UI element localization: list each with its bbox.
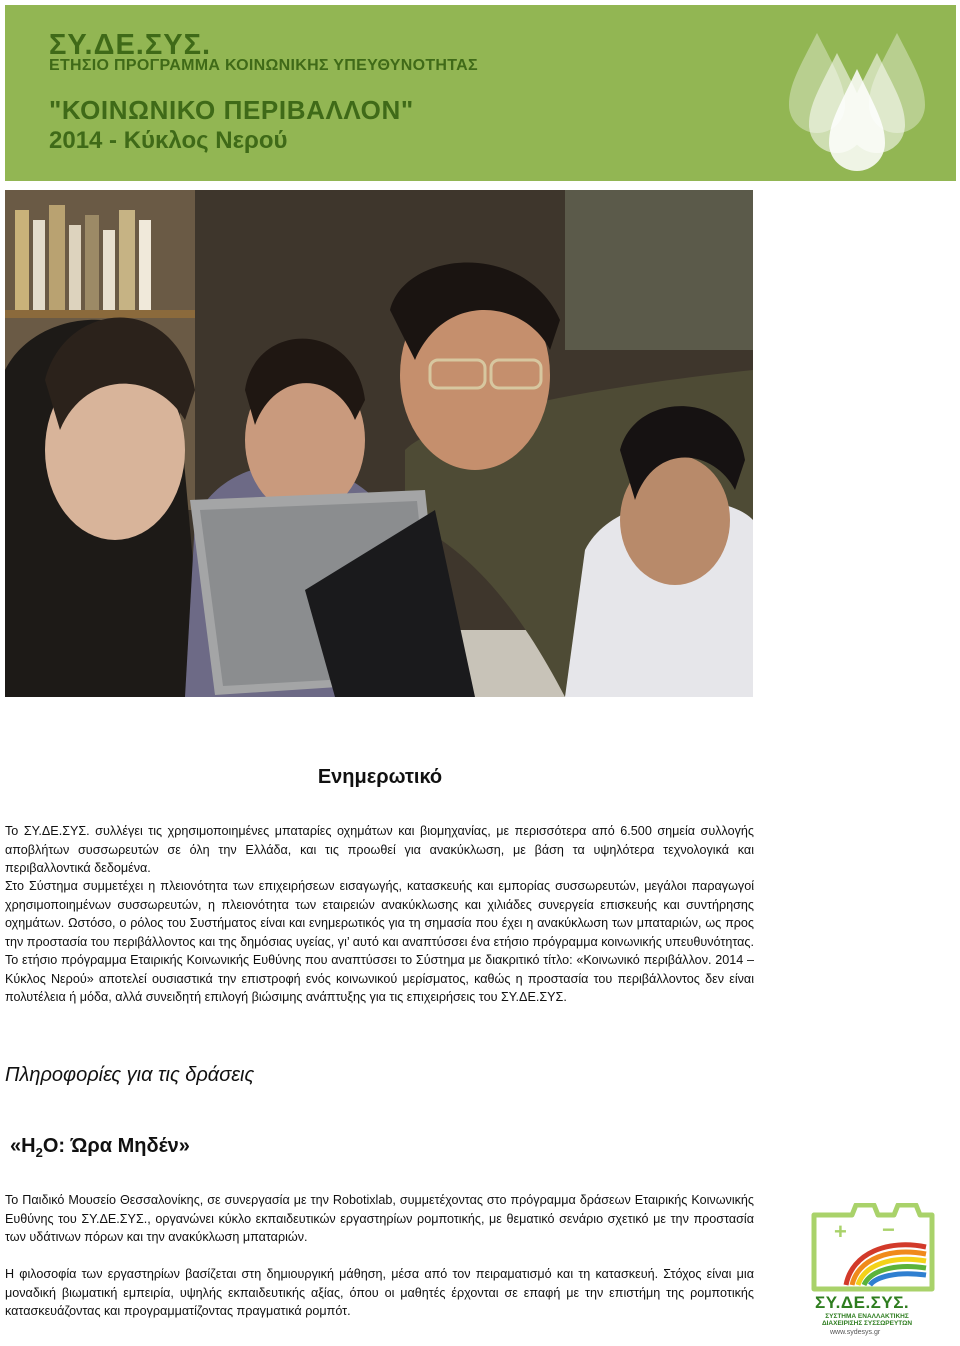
activity-title-open: «Η — [10, 1135, 36, 1157]
photo-illustration — [5, 190, 753, 697]
banner-title: "ΚΟΙΝΩΝΙΚΟ ΠΕΡΙΒΑΛΛΟΝ" — [49, 95, 414, 125]
water-drops-icon — [777, 23, 937, 183]
banner-program: ΕΤΗΣΙΟ ΠΡΟΓΡΑΜΜΑ ΚΟΙΝΩΝΙΚΗΣ ΥΠΕΥΘΥΝΟΤΗΤΑΣ — [49, 57, 478, 74]
section-heading: Πληροφορίες για τις δράσεις — [5, 1064, 255, 1086]
header-banner — [5, 5, 956, 181]
philosophy-paragraph: Η φιλοσοφία των εργαστηρίων βασίζεται στη δημιουργική μάθηση, μέσα από τον πειραματισμό και τη κατασκευή. Στόχος είναι μια μοναδική βιωματική εμπειρία, υψηλής εκπαιδευτικής αξίας, όπου οι μαθητές έρχονται σε επαφή με την επιστήμη της ρομποτικής κατασκευάζοντας και προγραμματίζοντας πραγματικά ρομπότ. — [5, 1267, 754, 1318]
logo-minus: − — [882, 1217, 895, 1242]
banner-brand: ΣΥ.ΔΕ.ΣΥΣ. — [49, 29, 212, 61]
children-laptop-photo — [5, 190, 753, 697]
system-paragraph: Στο Σύστημα συμμετέχει η πλειονότητα των επιχειρήσεων εισαγωγής, κατασκευής και εμπορίας συσσωρευτών, μεγάλοι παραγωγοί χρησιμοποιημένων συσσωρευτών, η πλειονότητα των εταιρειών ανακύκλωσης και χιλιάδες συνεργεία επισκευής και συντήρησης οχημάτων. Ωστόσο, ο ρόλος του Συστήματος είναι και ενημερωτικός για τη σημασία που έχει η ανακύκλωση των μπαταριών, ως προς την προστασία του περιβάλλοντος και της δημόσιας υγείας, γι’ αυτό και αναπτύσσει ένα ετήσιο πρόγραμμα κοινωνικής υπευθυνότητας. Το ετήσιο πρόγραμμα Εταιρικής Κοινωνικής Ευθύνης που αναπτύσσει το Σύστημα με διακριτικό τίτλο: «Κοινωνικό περιβάλλον. 2014 – Κύκλος Νερού» αποτελεί ουσιαστικά την επιστροφή ενός κοινωνικού μερίσματος, καθώς η προστασία του περιβάλλοντος δεν είναι πολυτέλεια ή μόδα, αλλά συνειδητή επιλογή βιώσιμης ανάπτυξης για τις επιχειρήσεις του ΣΥ.ΔΕ.ΣΥΣ. — [5, 879, 754, 1004]
activity-title-rest: Ο: Ώρα Μηδέν» — [42, 1135, 190, 1157]
activity-title-subscript: 2 — [35, 1145, 43, 1160]
activity-title — [10, 1135, 190, 1160]
logo-name: ΣΥ.ΔΕ.ΣΥΣ. — [815, 1293, 910, 1312]
museum-paragraph: Το Παιδικό Μουσείο Θεσσαλονίκης, σε συνεργασία με την Robotixlab, συμμετέχοντας στο πρόγραμμα δράσεων Εταιρικής Κοινωνικής Ευθύνης του ΣΥ.ΔΕ.ΣΥΣ., οργανώνει κύκλο εκπαιδευτικών εργαστηρίων ρομποτικής, με θεματικό σενάριο σχετικό με την προστασία των υδάτινων πόρων και την ανακύκλωση μπαταριών. — [5, 1193, 754, 1244]
intro-paragraph: Το ΣΥ.ΔΕ.ΣΥΣ. συλλέγει τις χρησιμοποιημένες μπαταρίες οχημάτων και βιομηχανίας, με περισσότερα από 6.500 σημεία συλλογής αποβλήτων συσσωρευτών σε όλη την Ελλάδα, και τις προωθεί για ανακύκλωση, με βάση τα υψηλότερα τεχνολογικά και περιβαλλοντικά δεδομένα. — [5, 824, 754, 875]
page-title: Ενημερωτικό — [317, 766, 443, 788]
logo-plus: + — [834, 1219, 847, 1244]
logo-url: www.sydesys.gr — [830, 1329, 881, 1336]
logo-tagline: ΣΥΣΤΗΜΑ ΕΝΑΛΛΑΚΤΙΚΗΣ ΔΙΑΧΕΙΡΙΣΗΣ ΣΥΣΣΩΡΕΥΤΩΝ — [821, 1313, 913, 1327]
banner-subtitle: 2014 - Κύκλος Νερού — [49, 127, 288, 154]
